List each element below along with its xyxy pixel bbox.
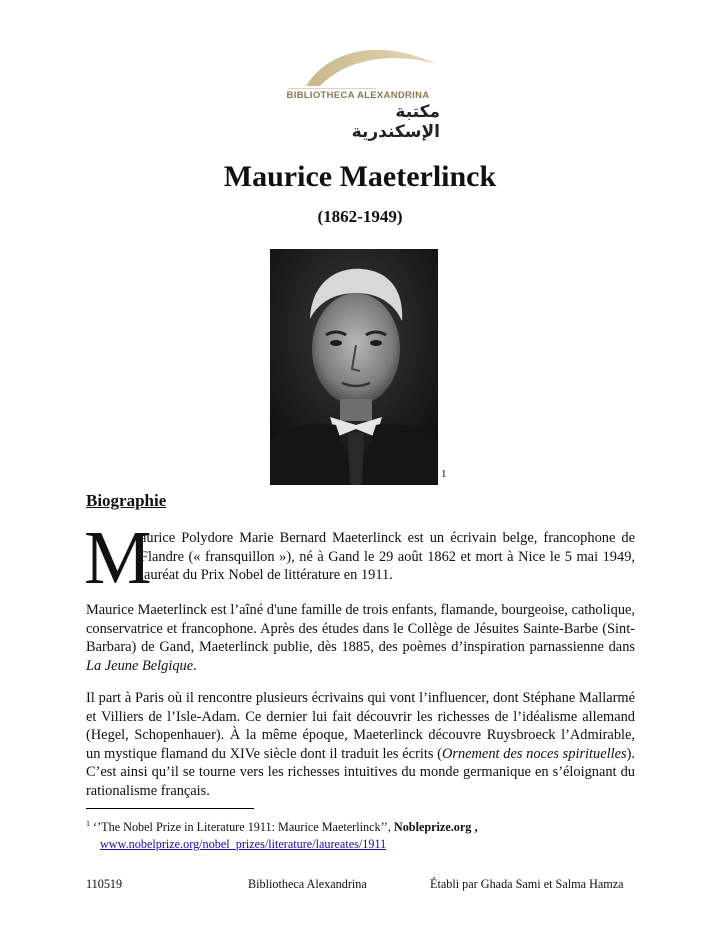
photo-footnote-ref: 1	[441, 468, 447, 480]
biography-paragraph-1: aurice Polydore Marie Bernard Maeterlinck est un écrivain belge, francophone de Flandre (« fransquillon »), né à Gand le 29 août 1862 et mort à Nice le 5 mai 1949, lauréat du Prix Nobel de littérature en 1911.	[140, 530, 635, 583]
footnote-text: ‘’The Nobel Prize in Literature 1911: Maurice Maeterlinck’’,	[90, 820, 394, 835]
bibliotheca-alexandrina-logo	[276, 38, 440, 142]
footnote	[86, 815, 646, 853]
paragraph-2-end: .	[193, 657, 197, 674]
logo-latin-text: BIBLIOTHECA ALEXANDRINA	[286, 90, 430, 101]
biography-paragraph-3	[86, 689, 635, 800]
footnote-separator	[86, 808, 254, 809]
journal-title: La Jeune Belgique	[86, 657, 194, 674]
paragraph-2-text: Maurice Maeterlinck est l’aîné d'une famille de trois enfants, flamande, bourgeoise, catholique, conservatrice et francophone. Après des études dans le Collège de Jésuites Sainte-Barbe (Sint-Barbara) de Gand, Maeterlinck publie, dès 1885, des poèmes d’inspiration parnassienne dans	[86, 602, 635, 655]
paragraph-3-text: Il part à Paris où il rencontre plusieurs écrivains qui vont l’influencer, dont Stéphane Mallarmé et Villiers de l’Isle-Adam. Ce dernier lui fait découvrir les richesses de l’idéalisme allemand (Hegel, Schopenhauer). À la même époque, Maeterlinck découvre Ruysbroeck l’Admirable, un mystique flamand du XIVe siècle dont il traduit les écrits (	[86, 690, 635, 762]
footnote-source: Nobleprize.org ,	[393, 820, 478, 835]
footnote-link[interactable]: www.nobelprize.org/nobel_prizes/literature/laureates/1911	[100, 837, 387, 852]
paragraph-3-end: ). C’est ainsi qu’il se tourne vers les richesses intuitives du monde germanique en s’éloignant du rationalisme français.	[86, 745, 636, 799]
biography-paragraph-2	[86, 601, 635, 675]
logo-arabic-text: مكتبة الإسكندرية	[351, 102, 440, 142]
page-title: Maurice Maeterlinck	[223, 160, 497, 193]
footer-authors: Établi par Ghada Sami et Salma Hamza	[430, 877, 624, 891]
life-dates: (1862-1949)	[317, 207, 403, 226]
footer-institution: Bibliotheca Alexandrina	[248, 877, 367, 891]
portrait-photo	[270, 249, 438, 485]
footer-document-code: 110519	[86, 877, 123, 891]
work-title: Ornement des noces spirituelles	[441, 745, 627, 762]
drop-cap: M	[84, 516, 152, 600]
footnote-number: 1	[86, 819, 90, 828]
biography-heading: Biographie	[86, 491, 167, 510]
